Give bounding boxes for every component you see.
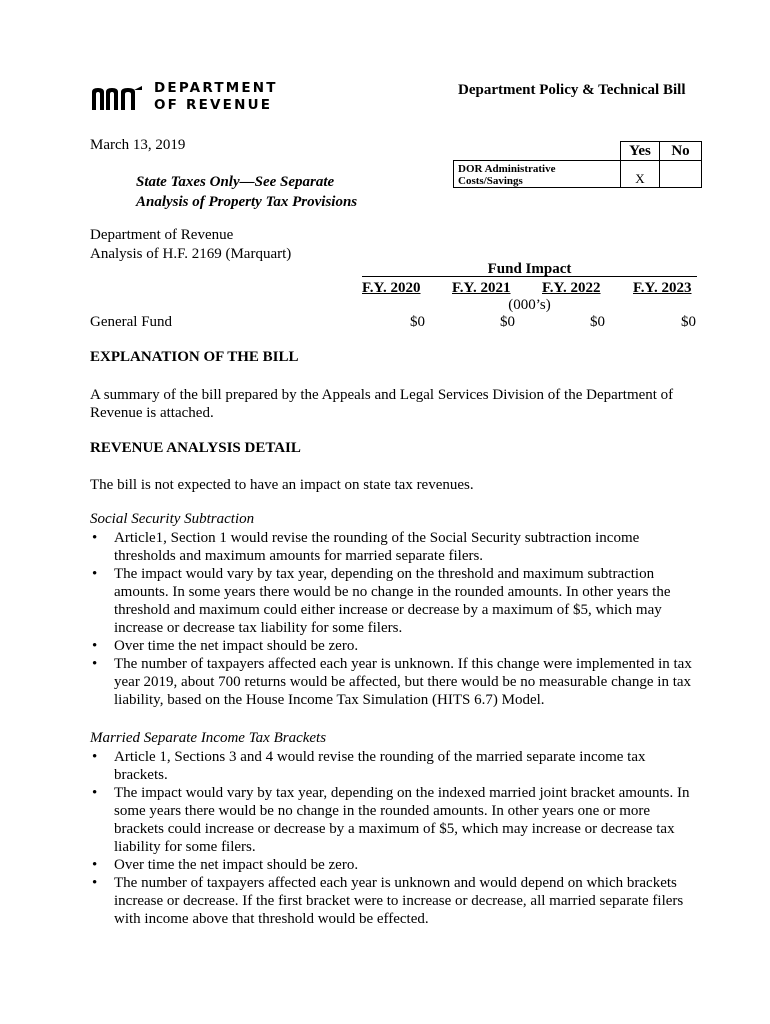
- cost-table-corner: [454, 142, 621, 161]
- list-item: • The number of taxpayers affected each year is unknown and would depend on which brackets increase or decrease. If the first bracket were to increase or decrease, all married separate filers with income above that threshold would be effected.: [92, 875, 684, 927]
- married-separate-list: [90, 748, 702, 928]
- logo-line-2: OF REVENUE: [154, 97, 273, 113]
- units-label: (000’s): [508, 297, 551, 313]
- bill-analysis-title: Analysis of H.F. 2169 (Marquart): [90, 246, 292, 262]
- department-block: [90, 226, 291, 264]
- document-date: March 13, 2019: [90, 137, 186, 153]
- fiscal-year-2023: F.Y. 2023: [633, 280, 692, 296]
- list-item: • Over time the net impact should be zero.: [92, 638, 359, 654]
- list-item: • The impact would vary by tax year, depending on the threshold and maximum subtraction amounts. In some years there would be no change in the rounded amounts. In other years the threshold and maximum could either increase or decrease by a maximum of $5, which may increase or decrease tax liability for some filers.: [92, 566, 671, 636]
- admin-cost-table: [453, 141, 702, 188]
- list-item: • Article 1, Sections 3 and 4 would revise the rounding of the married separate income tax brackets.: [92, 749, 646, 783]
- revenue-heading: REVENUE ANALYSIS DETAIL: [90, 440, 301, 456]
- bullet-text: The number of taxpayers affected each year is unknown. If this change were implemented in tax year 2019, about 700 returns would be affected, but there would be no measurable change in tax liability, based on the House Income Tax Simulation (HITS 6.7) Model.: [114, 656, 692, 708]
- married-separate-subheading: Married Separate Income Tax Brackets: [90, 730, 327, 746]
- list-item: • The number of taxpayers affected each year is unknown. If this change were implemented in tax year 2019, about 700 returns would be affected, but there would be no measurable change in tax liability, based on the House Income Tax Simulation (HITS 6.7) Model.: [92, 656, 692, 708]
- policy-title: Department Policy & Technical Bill: [458, 82, 686, 98]
- logo-line-1: DEPARTMENT: [154, 80, 278, 96]
- bullet-text: Article1, Section 1 would revise the rounding of the Social Security subtraction income thresholds and maximum amounts for married separate filers.: [114, 530, 640, 564]
- scope-note-line-2: Analysis of Property Tax Provisions: [136, 194, 358, 210]
- explanation-heading: EXPLANATION OF THE BILL: [90, 349, 299, 365]
- fiscal-year-2021: F.Y. 2021: [452, 280, 511, 296]
- scope-note-line-1: State Taxes Only—See Separate: [136, 174, 335, 190]
- department-name: Department of Revenue: [90, 227, 234, 243]
- general-fund-2020: $0: [410, 314, 425, 330]
- bullet-text: The impact would vary by tax year, depending on the threshold and maximum subtraction amounts. In some years there would be no change in the rounded amounts. In other years the threshold and maximum could either increase or decrease by a maximum of $5, which may increase or decrease tax liability for some filers.: [114, 566, 671, 636]
- fiscal-year-2020: F.Y. 2020: [362, 280, 421, 296]
- scope-note: [136, 172, 357, 212]
- bullet-text: The number of taxpayers affected each year is unknown and would depend on which brackets increase or decrease. If the first bracket were to increase or decrease, all married separate filers with income above that threshold would be effected.: [114, 875, 684, 927]
- mn-logo-icon: [90, 82, 150, 114]
- fiscal-year-2022: F.Y. 2022: [542, 280, 601, 296]
- bullet-text: Over time the net impact should be zero.: [114, 857, 359, 873]
- general-fund-2023: $0: [681, 314, 696, 330]
- general-fund-2022: $0: [590, 314, 605, 330]
- social-security-list: [90, 529, 702, 709]
- explanation-text: A summary of the bill prepared by the Appeals and Legal Services Division of the Department of Revenue is attached.: [90, 387, 674, 421]
- social-security-subheading: Social Security Subtraction: [90, 511, 255, 527]
- revenue-text: The bill is not expected to have an impact on state tax revenues.: [90, 477, 474, 493]
- list-item: • Article1, Section 1 would revise the rounding of the Social Security subtraction income thresholds and maximum amounts for married separate filers.: [92, 530, 640, 564]
- list-item: • Over time the net impact should be zero.: [92, 857, 359, 873]
- admin-cost-no-value: [660, 161, 702, 188]
- general-fund-label: General Fund: [90, 314, 173, 330]
- bullet-text: The impact would vary by tax year, depending on the indexed married joint bracket amounts. In some years there would be no change in the rounded amounts. In other years one or more brackets could increase or decrease by a maximum of $5, which may increase or decrease tax liability for some filers.: [114, 785, 690, 855]
- logo-wordmark: [154, 80, 278, 114]
- bullet-text: Over time the net impact should be zero.: [114, 638, 359, 654]
- yes-header: Yes: [621, 142, 660, 161]
- fund-impact-title: Fund Impact: [487, 261, 572, 277]
- bullet-text: Article 1, Sections 3 and 4 would revise the rounding of the married separate income tax brackets.: [114, 749, 646, 783]
- no-header: No: [660, 142, 702, 161]
- admin-cost-yes-value: X: [621, 161, 660, 188]
- admin-cost-label: DOR Administrative Costs/Savings: [454, 161, 621, 188]
- fund-impact-rule: [362, 276, 697, 277]
- list-item: • The impact would vary by tax year, depending on the indexed married joint bracket amounts. In some years there would be no change in the rounded amounts. In other years one or more brackets could increase or decrease by a maximum of $5, which may increase or decrease tax liability for some filers.: [92, 785, 690, 855]
- general-fund-2021: $0: [500, 314, 515, 330]
